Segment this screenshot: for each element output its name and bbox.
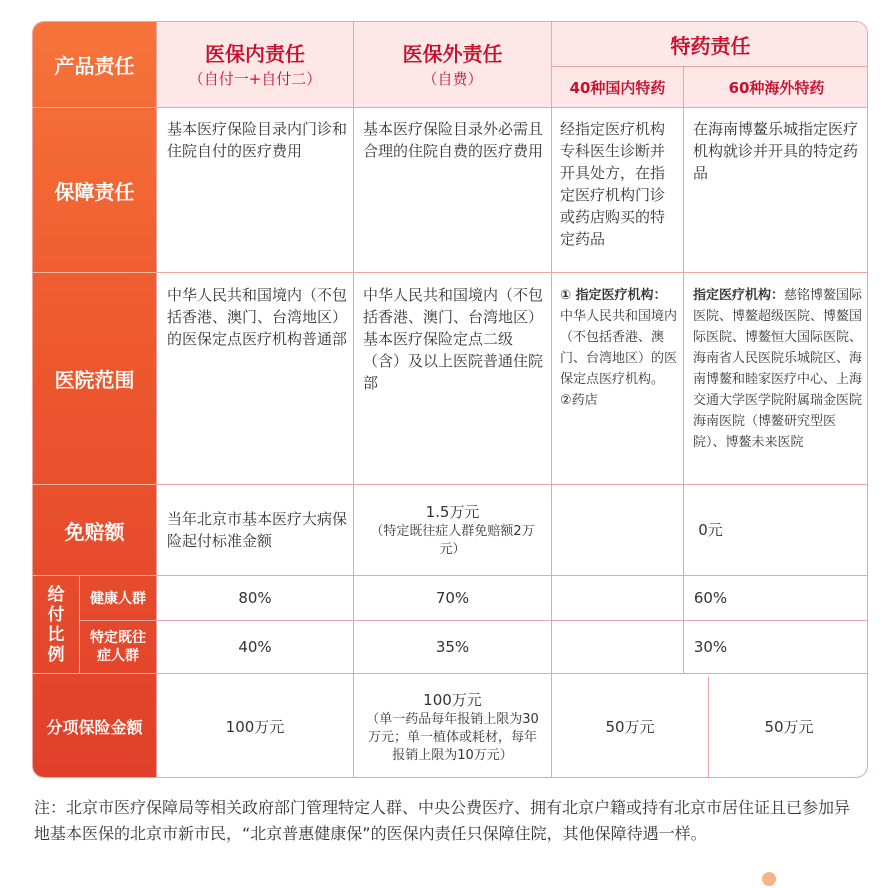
row-coverage-label: 保障责任 — [54, 179, 135, 204]
row-ratio-label: 给付比例 — [47, 584, 65, 665]
header-inner — [157, 22, 353, 107]
ratio-healthy-outer: 70% — [435, 589, 470, 607]
hospital-overseas-text: 慈铭博鳌国际医院、博鳌超级医院、博鳌国际医院、博鳌恒大国际医院、海南省人民医院乐城院区、海南博鳌和睦家医疗中心、上海交通大学医学院附属瑞金医院海南医院（博鳌研究型医院）、博鳌未来医院 — [693, 288, 863, 450]
header-overseas: 60种海外特药 — [684, 67, 868, 107]
deductible-outer-note: （特定既往症人群免赔额2万元） — [370, 524, 535, 557]
hospital-domestic-text: 中华人民共和国境内（不包括香港、澳门、台湾地区）的医保定点医疗机构。 — [560, 309, 678, 387]
ratio-preexisting-label: 特定既往症人群 — [90, 630, 146, 664]
deductible-special: 0元 — [698, 521, 723, 539]
header-inner-title: 医保内责任 — [205, 41, 305, 66]
hospital-domestic-pharmacy: ②药店 — [560, 393, 598, 408]
amount-overseas: 50万元 — [764, 717, 814, 736]
ratio-preexisting-special: 30% — [693, 638, 728, 656]
row-deductible-label: 免赔额 — [64, 519, 125, 544]
header-outer-sub: （自费） — [422, 69, 483, 88]
coverage-overseas: 在海南博鳌乐城指定医疗机构就诊并开具的特定药品 — [693, 120, 859, 182]
ratio-healthy-inner: 80% — [238, 589, 272, 607]
header-outer — [354, 22, 551, 107]
ratio-healthy-special: 60% — [693, 589, 728, 607]
amount-inner: 100万元 — [225, 717, 285, 736]
amount-outer — [354, 674, 551, 778]
header-outer-title: 医保外责任 — [402, 41, 503, 66]
ratio-preexisting-outer: 35% — [435, 638, 470, 656]
hospital-overseas — [693, 285, 865, 453]
row-hospital-label: 医院范围 — [54, 368, 135, 392]
amount-outer-main: 100万元 — [423, 690, 482, 709]
coverage-inner: 基本医疗保险目录内门诊和住院自付的医疗费用 — [167, 120, 348, 160]
hospital-domestic — [560, 285, 678, 411]
header-inner-sub: （自付一+自付二） — [188, 69, 322, 88]
header-product-resp: 产品责任 — [54, 54, 135, 78]
row-amount-label: 分项保险金额 — [46, 718, 143, 737]
hospital-overseas-bold: 指定医疗机构： — [693, 288, 785, 303]
hospital-domestic-bold: ① 指定医疗机构： — [560, 288, 667, 303]
hospital-outer: 中华人民共和国境内（不包括香港、澳门、台湾地区）基本医疗保险定点二级（含）及以上医院普通住院部 — [363, 286, 544, 392]
hospital-inner: 中华人民共和国境内（不包括香港、澳门、台湾地区）的医保定点医疗机构普通部 — [167, 286, 348, 348]
deductible-outer-main: 1.5万元 — [425, 503, 480, 521]
deductible-outer — [354, 485, 551, 575]
amount-outer-note: （单一药品每年报销上限为30万元；单一植体或耗材，每年报销上限为10万元） — [366, 711, 539, 763]
header-special: 特药责任 — [552, 22, 868, 66]
coverage-outer: 基本医疗保险目录外必需且合理的住院自费的医疗费用 — [363, 120, 544, 160]
corner-mark-icon — [762, 872, 776, 886]
coverage-domestic: 经指定医疗机构专科医生诊断并开具处方，在指定医疗机构门诊或药店购买的特定药品 — [560, 120, 666, 248]
header-domestic: 40种国内特药 — [552, 67, 683, 107]
footnote: 注：北京市医疗保障局等相关政府部门管理特定人群、中央公费医疗、拥有北京户籍或持有北京市居住证且已参加异地基本医保的北京市新市民，“北京普惠健康保”的医保内责任只保障住院，其他保障待遇一样。 — [34, 798, 851, 843]
ratio-healthy-label: 健康人群 — [90, 591, 146, 607]
deductible-inner: 当年北京市基本医疗大病保险起付标准金额 — [167, 510, 348, 550]
coverage-table — [32, 21, 868, 778]
amount-domestic: 50万元 — [605, 717, 655, 736]
ratio-preexisting-inner: 40% — [238, 638, 272, 656]
